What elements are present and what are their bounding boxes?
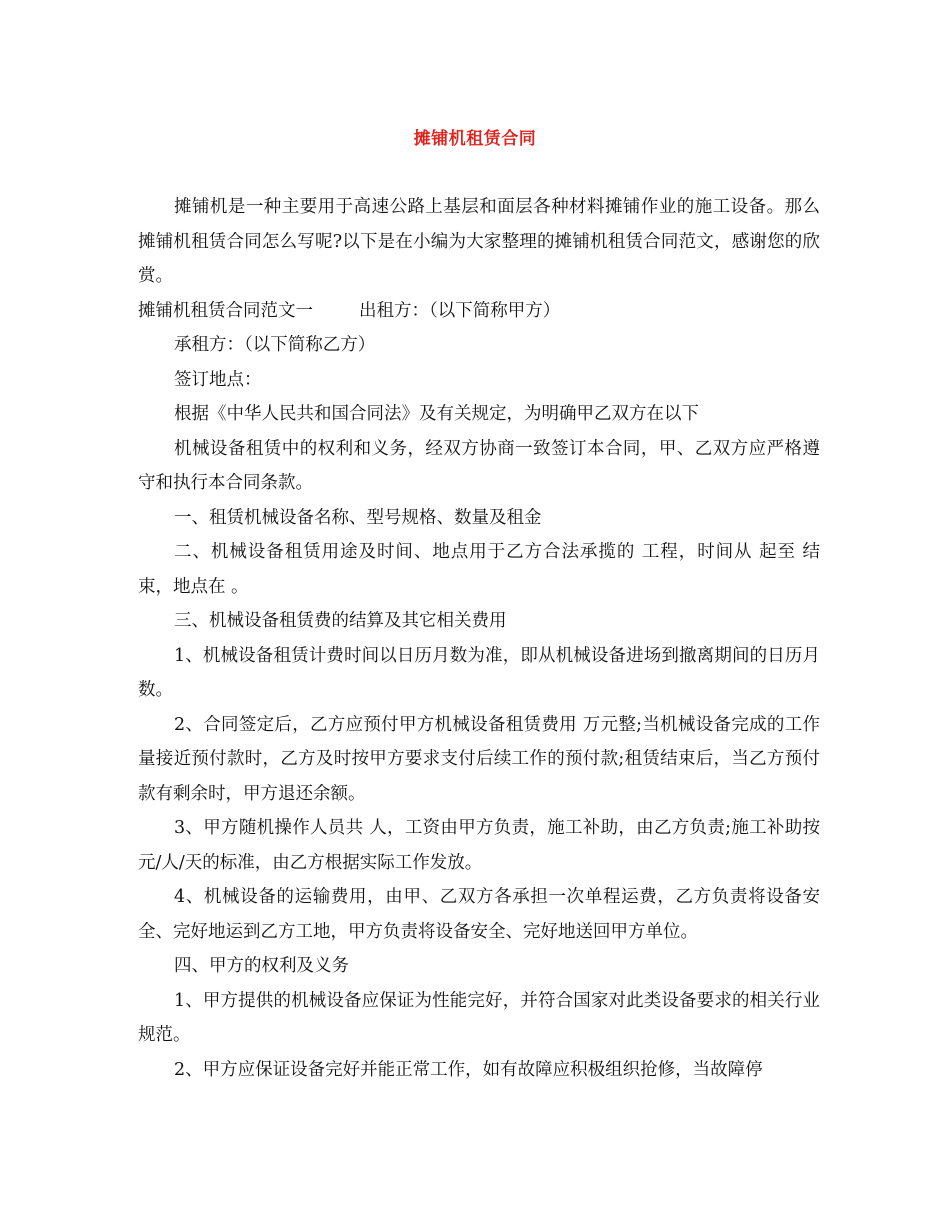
section-2-paragraph: 二、机械设备租赁用途及时间、地点用于乙方合法承揽的 工程，时间从 起至 结束，地点在 。 bbox=[138, 542, 820, 597]
lessor-line: 出租方：（以下简称甲方） bbox=[359, 300, 561, 321]
section-3-item-2: 2、合同签定后，乙方应预付甲方机械设备租赁费用 万元整;当机械设备完成的工作量接近预付款时，乙方及时按甲方要求支付后续工作的预付款;租赁结束后，当乙方预付款有剩余时，甲方退还余额。 bbox=[138, 714, 820, 804]
section-3-heading: 三、机械设备租赁费的结算及其它相关费用 bbox=[174, 611, 507, 631]
sign-place-line: 签订地点： bbox=[174, 369, 262, 390]
sample-heading-line bbox=[138, 294, 820, 329]
intro-paragraph: 摊铺机是一种主要用于高速公路上基层和面层各种材料摊铺作业的施工设备。那么摊铺机租赁合同怎么写呢?以下是在小编为大家整理的摊铺机租赁合同范文，感谢您的欣赏。 bbox=[138, 197, 820, 286]
lessee-line: 承租方：（以下简称乙方） bbox=[174, 335, 376, 355]
section-4-heading: 四、甲方的权利及义务 bbox=[174, 956, 349, 976]
rights-paragraph: 机械设备租赁中的权利和义务，经双方协商一致签订本合同，甲、乙双方应严格遵守和执行本合同条款。 bbox=[138, 438, 820, 493]
document-body bbox=[138, 190, 826, 1087]
section-3-item-4: 4、机械设备的运输费用，由甲、乙双方各承担一次单程运费，乙方负责将设备安全、完好地运到乙方工地，甲方负责将设备安全、完好地送回甲方单位。 bbox=[138, 887, 820, 942]
section-1-heading: 一、租赁机械设备名称、型号规格、数量及租金 bbox=[174, 507, 542, 528]
basis-line: 根据《中华人民共和国合同法》及有关规定，为明确甲乙双方在以下 bbox=[174, 404, 699, 424]
section-3-item-1: 1、机械设备租赁计费时间以日历月数为准，即从机械设备进场到撤离期间的日历月数。 bbox=[138, 645, 820, 700]
sample-heading: 摊铺机租赁合同范文一 bbox=[138, 300, 313, 321]
section-3-item-3: 3、甲方随机操作人员共 人，工资由甲方负责，施工补助，由乙方负责;施工补助按 元/人/天的标准，由乙方根据实际工作发放。 bbox=[138, 818, 826, 873]
section-4-item-1: 1、甲方提供的机械设备应保证为性能完好，并符合国家对此类设备要求的相关行业规范。 bbox=[138, 990, 820, 1045]
section-4-item-2: 2、甲方应保证设备完好并能正常工作，如有故障应积极组织抢修，当故障停 bbox=[174, 1059, 763, 1080]
document-title: 摊铺机租赁合同 bbox=[413, 129, 537, 149]
